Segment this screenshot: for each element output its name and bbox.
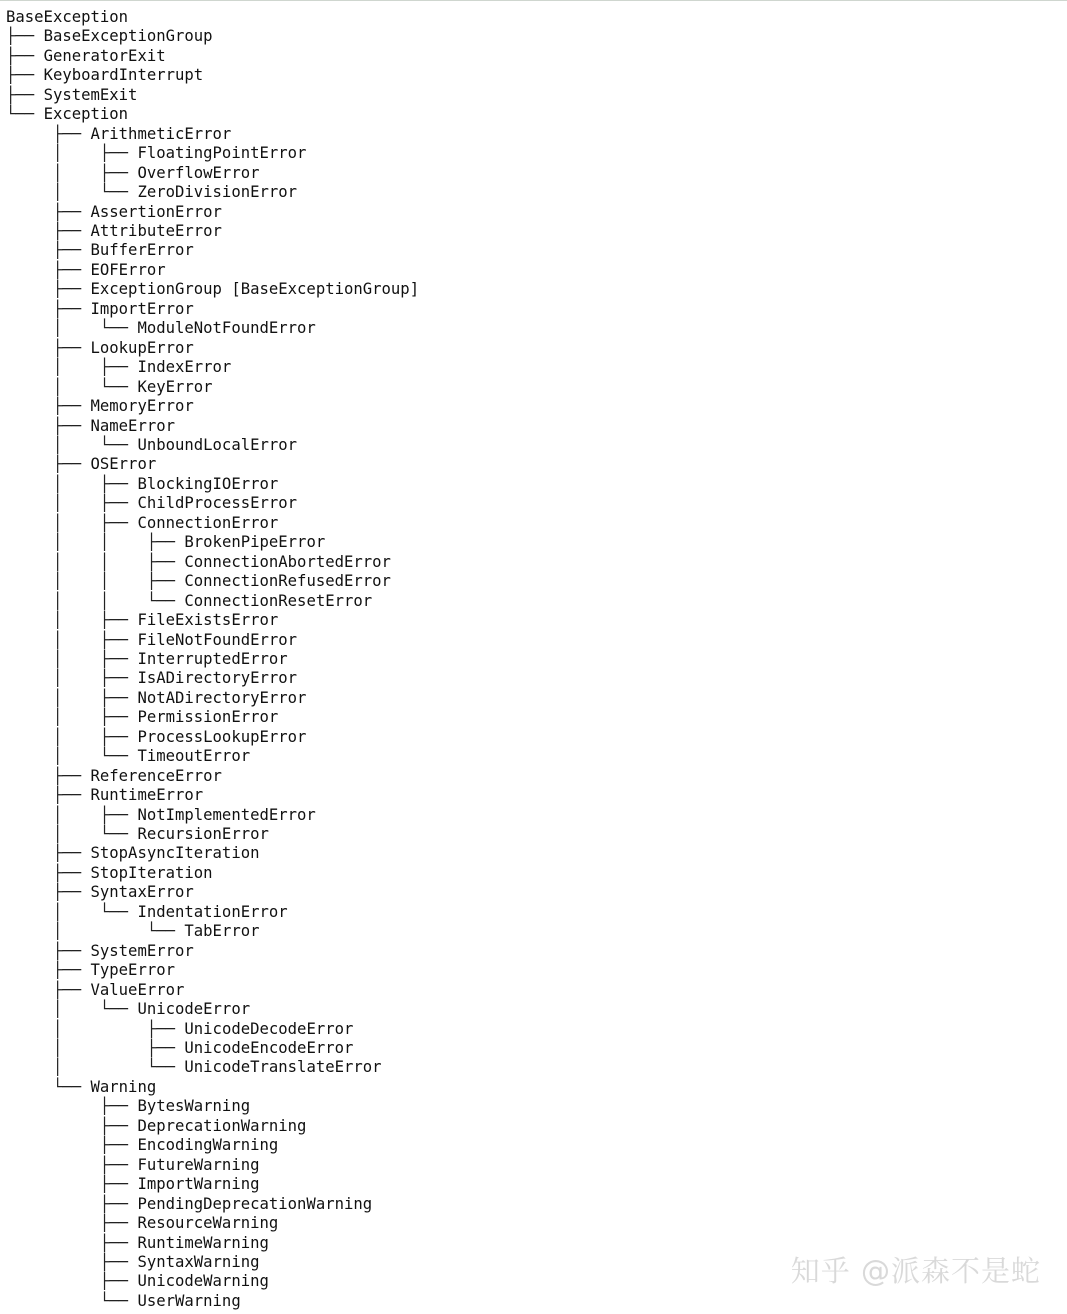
tree-guide-lines: ├──: [6, 941, 91, 960]
tree-guide-lines: │ ├──: [6, 474, 138, 493]
tree-node: [6, 631, 419, 650]
tree-guide-lines: │ └──: [6, 825, 138, 844]
tree-guide-lines: │ └──: [6, 319, 138, 338]
tree-guide-lines: │ └──: [6, 1058, 185, 1077]
exception-class-name: RecursionError: [137, 825, 269, 844]
exception-class-name: TabError: [184, 922, 260, 941]
tree-guide-lines: ├──: [6, 844, 91, 863]
tree-node: [6, 339, 419, 358]
exception-class-name: BaseExceptionGroup: [43, 27, 213, 46]
exception-class-name: NameError: [90, 416, 175, 435]
tree-node: [6, 436, 419, 455]
tree-node: [6, 708, 419, 727]
tree-node: [6, 397, 419, 416]
tree-guide-lines: │ │ ├──: [6, 552, 185, 571]
tree-guide-lines: ├──: [6, 961, 91, 980]
exception-class-name: RuntimeWarning: [137, 1233, 269, 1252]
tree-guide-lines: ├──: [6, 66, 44, 85]
exception-class-name: PendingDeprecationWarning: [137, 1194, 373, 1213]
exception-class-name: SyntaxError: [90, 883, 194, 902]
exception-class-name: ModuleNotFoundError: [137, 319, 316, 338]
tree-guide-lines: ├──: [6, 1272, 138, 1291]
tree-node: [6, 27, 419, 46]
exception-class-name: ProcessLookupError: [137, 727, 307, 746]
tree-node: [6, 514, 419, 533]
tree-node: [6, 222, 419, 241]
tree-guide-lines: ├──: [6, 786, 91, 805]
tree-guide-lines: │ │ └──: [6, 591, 185, 610]
tree-node: [6, 1020, 419, 1039]
tree-guide-lines: ├──: [6, 1155, 138, 1174]
tree-node: [6, 1136, 419, 1155]
exception-class-name: ReferenceError: [90, 766, 222, 785]
exception-class-name: UnicodeError: [137, 1000, 251, 1019]
exception-class-name: FloatingPointError: [137, 144, 307, 163]
tree-guide-lines: │ ├──: [6, 1039, 185, 1058]
tree-node: [6, 1253, 419, 1272]
tree-node: [6, 1039, 419, 1058]
exception-class-name: SystemError: [90, 941, 194, 960]
tree-node: [6, 1175, 419, 1194]
tree-guide-lines: │ └──: [6, 902, 138, 921]
tree-guide-lines: │ └──: [6, 922, 185, 941]
exception-class-name: StopAsyncIteration: [90, 844, 260, 863]
exception-class-name: ImportError: [90, 299, 194, 318]
tree-guide-lines: └──: [6, 105, 44, 124]
tree-guide-lines: ├──: [6, 1175, 138, 1194]
tree-guide-lines: ├──: [6, 299, 91, 318]
tree-guide-lines: │ └──: [6, 435, 138, 454]
tree-guide-lines: ├──: [6, 766, 91, 785]
tree-guide-lines: │ ├──: [6, 630, 138, 649]
tree-guide-lines: │ ├──: [6, 708, 138, 727]
tree-guide-lines: │ ├──: [6, 611, 138, 630]
tree-node: [6, 1117, 419, 1136]
tree-guide-lines: ├──: [6, 1097, 138, 1116]
tree-node: [6, 592, 419, 611]
tree-guide-lines: │ ├──: [6, 649, 138, 668]
tree-node: [6, 1156, 419, 1175]
tree-node: [6, 241, 419, 260]
exception-class-name: BufferError: [90, 241, 194, 260]
exception-class-name: FileExistsError: [137, 611, 279, 630]
tree-node: [6, 261, 419, 280]
tree-guide-lines: ├──: [6, 260, 91, 279]
tree-node: [6, 1058, 419, 1077]
tree-guide-lines: └──: [6, 1291, 138, 1310]
tree-node: [6, 455, 419, 474]
exception-class-name: ConnectionRefusedError: [184, 572, 391, 591]
tree-node: [6, 417, 419, 436]
tree-guide-lines: ├──: [6, 416, 91, 435]
exception-class-name: ArithmeticError: [90, 124, 232, 143]
exception-class-name: ZeroDivisionError: [137, 183, 298, 202]
exception-class-name: UnicodeTranslateError: [184, 1058, 382, 1077]
tree-guide-lines: ├──: [6, 397, 91, 416]
tree-node: [6, 164, 419, 183]
tree-guide-lines: │ ├──: [6, 669, 138, 688]
tree-guide-lines: ├──: [6, 1194, 138, 1213]
tree-guide-lines: ├──: [6, 241, 91, 260]
tree-node: [6, 942, 419, 961]
tree-guide-lines: │ ├──: [6, 144, 138, 163]
tree-node: [6, 844, 419, 863]
exception-class-name: AttributeError: [90, 221, 222, 240]
exception-class-name: KeyError: [137, 377, 213, 396]
tree-node: [6, 572, 419, 591]
tree-guide-lines: │ └──: [6, 377, 138, 396]
exception-class-name: NotImplementedError: [137, 805, 316, 824]
exception-class-name: InterruptedError: [137, 649, 288, 668]
tree-guide-lines: │ ├──: [6, 688, 138, 707]
tree-node: [6, 203, 419, 222]
tree-guide-lines: │ ├──: [6, 163, 138, 182]
tree-node: [6, 1195, 419, 1214]
exception-class-name: ConnectionError: [137, 513, 279, 532]
exception-class-name: ValueError: [90, 980, 185, 999]
tree-guide-lines: ├──: [6, 1233, 138, 1252]
exception-class-name: Warning: [90, 1077, 157, 1096]
tree-node: [6, 8, 419, 27]
tree-guide-lines: ├──: [6, 980, 91, 999]
top-divider: [0, 0, 1067, 1]
exception-class-name: ConnectionAbortedError: [184, 552, 391, 571]
exception-class-name: IndexError: [137, 358, 232, 377]
tree-guide-lines: │ ├──: [6, 494, 138, 513]
exception-class-name: BaseException: [6, 8, 129, 26]
exception-class-name: FileNotFoundError: [137, 630, 298, 649]
tree-guide-lines: ├──: [6, 124, 91, 143]
tree-node: [6, 300, 419, 319]
tree-guide-lines: └──: [6, 1077, 91, 1096]
tree-node: [6, 806, 419, 825]
tree-node: [6, 475, 419, 494]
exception-class-name: OSError: [90, 455, 157, 474]
tree-guide-lines: ├──: [6, 46, 44, 65]
tree-node: [6, 922, 419, 941]
tree-guide-lines: ├──: [6, 1214, 138, 1233]
tree-node: [6, 767, 419, 786]
tree-guide-lines: │ └──: [6, 1000, 138, 1019]
exception-class-name: BytesWarning: [137, 1097, 251, 1116]
tree-node: [6, 47, 419, 66]
tree-node: [6, 319, 419, 338]
exception-class-name: GeneratorExit: [43, 46, 166, 65]
exception-class-name: OverflowError: [137, 163, 260, 182]
tree-node: [6, 125, 419, 144]
exception-class-name: BrokenPipeError: [184, 533, 326, 552]
exception-class-name: ExceptionGroup [BaseExceptionGroup]: [90, 280, 420, 299]
tree-guide-lines: │ ├──: [6, 1019, 185, 1038]
tree-node: [6, 105, 419, 124]
tree-guide-lines: ├──: [6, 85, 44, 104]
exception-class-name: ImportWarning: [137, 1175, 260, 1194]
tree-guide-lines: │ ├──: [6, 727, 138, 746]
exception-class-name: SystemExit: [43, 85, 138, 104]
tree-guide-lines: ├──: [6, 338, 91, 357]
tree-node: [6, 358, 419, 377]
tree-guide-lines: ├──: [6, 202, 91, 221]
exception-class-name: KeyboardInterrupt: [43, 66, 204, 85]
exception-class-name: IsADirectoryError: [137, 669, 298, 688]
tree-node: [6, 689, 419, 708]
exception-class-name: ChildProcessError: [137, 494, 298, 513]
exception-class-name: IndentationError: [137, 902, 288, 921]
tree-node: [6, 903, 419, 922]
tree-node: [6, 1000, 419, 1019]
exception-class-name: NotADirectoryError: [137, 688, 307, 707]
exception-class-name: DeprecationWarning: [137, 1116, 307, 1135]
tree-node: [6, 533, 419, 552]
exception-class-name: UnicodeWarning: [137, 1272, 269, 1291]
tree-guide-lines: ├──: [6, 280, 91, 299]
tree-node: [6, 1078, 419, 1097]
tree-node: [6, 669, 419, 688]
exception-class-name: Exception: [43, 105, 129, 124]
tree-guide-lines: │ ├──: [6, 805, 138, 824]
tree-guide-lines: ├──: [6, 863, 91, 882]
tree-guide-lines: │ │ ├──: [6, 572, 185, 591]
exception-class-name: ResourceWarning: [137, 1214, 279, 1233]
tree-node: [6, 1234, 419, 1253]
tree-node: [6, 825, 419, 844]
exception-class-name: UserWarning: [137, 1291, 241, 1310]
tree-node: [6, 1097, 419, 1116]
exception-class-name: AssertionError: [90, 202, 222, 221]
exception-class-name: UnicodeDecodeError: [184, 1019, 354, 1038]
tree-node: [6, 864, 419, 883]
tree-node: [6, 747, 419, 766]
tree-guide-lines: │ │ ├──: [6, 533, 185, 552]
exception-class-name: SyntaxWarning: [137, 1253, 260, 1271]
tree-node: [6, 494, 419, 513]
tree-guide-lines: │ ├──: [6, 513, 138, 532]
zhihu-watermark: 知乎 @派森不是蛇: [790, 1254, 1041, 1288]
tree-node: [6, 883, 419, 902]
tree-guide-lines: ├──: [6, 27, 44, 46]
tree-guide-lines: │ └──: [6, 747, 138, 766]
tree-guide-lines: ├──: [6, 1253, 138, 1271]
tree-node: [6, 1214, 419, 1233]
tree-node: [6, 378, 419, 397]
exception-class-name: StopIteration: [90, 863, 213, 882]
exception-class-name: FutureWarning: [137, 1155, 260, 1174]
exception-hierarchy-tree: [6, 8, 419, 1311]
tree-guide-lines: ├──: [6, 455, 91, 474]
tree-node: [6, 144, 419, 163]
exception-class-name: ConnectionResetError: [184, 591, 373, 610]
tree-node: [6, 183, 419, 202]
tree-node: [6, 611, 419, 630]
exception-class-name: PermissionError: [137, 708, 279, 727]
exception-class-name: UnicodeEncodeError: [184, 1039, 354, 1058]
tree-node: [6, 1272, 419, 1291]
tree-guide-lines: │ └──: [6, 183, 138, 202]
tree-node: [6, 86, 419, 105]
exception-class-name: EncodingWarning: [137, 1136, 279, 1155]
tree-guide-lines: ├──: [6, 883, 91, 902]
tree-node: [6, 961, 419, 980]
tree-node: [6, 786, 419, 805]
tree-node: [6, 1292, 419, 1311]
tree-guide-lines: ├──: [6, 1116, 138, 1135]
exception-class-name: TimeoutError: [137, 747, 251, 766]
tree-guide-lines: │ ├──: [6, 358, 138, 377]
tree-node: [6, 650, 419, 669]
exception-class-name: RuntimeError: [90, 786, 204, 805]
tree-node: [6, 981, 419, 1000]
tree-node: [6, 280, 419, 299]
exception-class-name: UnboundLocalError: [137, 435, 298, 454]
exception-class-name: MemoryError: [90, 397, 194, 416]
exception-class-name: BlockingIOError: [137, 474, 279, 493]
tree-guide-lines: ├──: [6, 1136, 138, 1155]
exception-class-name: EOFError: [90, 260, 166, 279]
exception-class-name: LookupError: [90, 338, 194, 357]
tree-node: [6, 728, 419, 747]
tree-guide-lines: ├──: [6, 221, 91, 240]
exception-class-name: TypeError: [90, 961, 175, 980]
tree-node: [6, 553, 419, 572]
tree-node: [6, 66, 419, 85]
